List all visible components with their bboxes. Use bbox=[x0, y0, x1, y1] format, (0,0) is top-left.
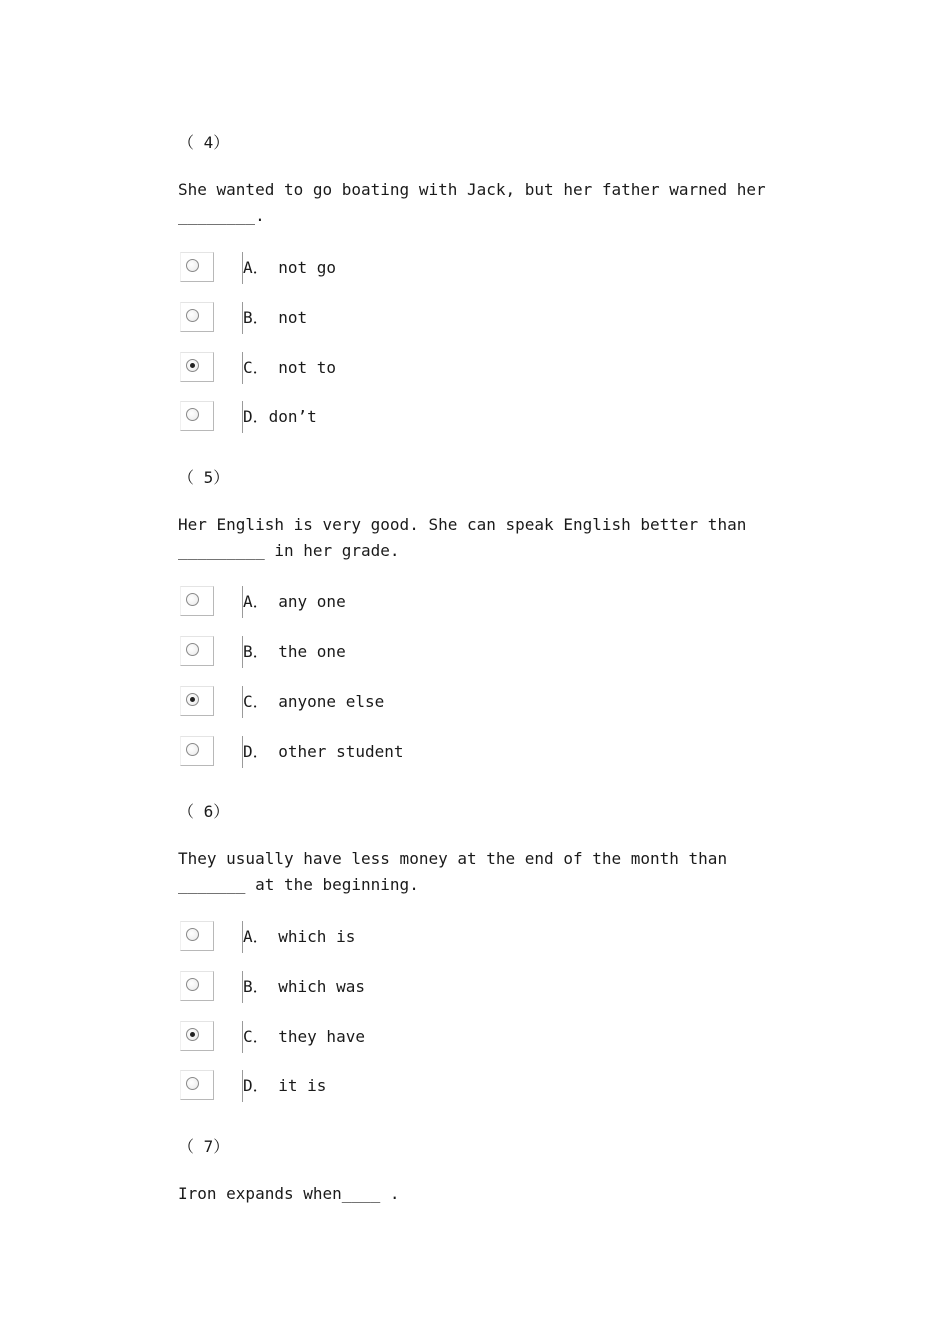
option-label: C． not to bbox=[243, 358, 337, 377]
option-c[interactable] bbox=[178, 1021, 578, 1053]
option-c[interactable] bbox=[178, 686, 578, 718]
option-label: A． any one bbox=[243, 592, 346, 611]
radio-frame bbox=[180, 1070, 214, 1100]
radio-frame bbox=[180, 401, 214, 431]
question-text: She wanted to go boating with Jack, but her father warned her ________. bbox=[178, 180, 766, 225]
radio-button[interactable] bbox=[186, 259, 199, 272]
option-a[interactable] bbox=[178, 586, 578, 618]
question-text: They usually have less money at the end of the month than _______ at the beginning. bbox=[178, 849, 728, 894]
radio-dot-icon bbox=[190, 697, 195, 702]
option-label: B． not bbox=[243, 308, 308, 327]
radio-button-selected[interactable] bbox=[186, 693, 199, 706]
question-text: Iron expands when____ . bbox=[178, 1184, 400, 1203]
radio-button[interactable] bbox=[186, 1077, 199, 1090]
radio-frame bbox=[180, 921, 214, 951]
option-a[interactable] bbox=[178, 921, 578, 953]
radio-button[interactable] bbox=[186, 408, 199, 421]
radio-button-selected[interactable] bbox=[186, 1028, 199, 1041]
option-label: D． it is bbox=[243, 1076, 327, 1095]
radio-frame bbox=[180, 586, 214, 616]
option-label: C． anyone else bbox=[243, 692, 385, 711]
option-b[interactable] bbox=[178, 636, 578, 668]
radio-frame bbox=[180, 636, 214, 666]
radio-button[interactable] bbox=[186, 978, 199, 991]
radio-frame bbox=[180, 736, 214, 766]
option-label: A． not go bbox=[243, 258, 337, 277]
option-c[interactable] bbox=[178, 352, 578, 384]
question-number: （ 7） bbox=[178, 1137, 230, 1156]
question-number: （ 4） bbox=[178, 133, 230, 152]
radio-frame bbox=[180, 686, 214, 716]
radio-frame bbox=[180, 352, 214, 382]
radio-button[interactable] bbox=[186, 743, 199, 756]
option-label: B． which was bbox=[243, 977, 365, 996]
option-label: D． other student bbox=[243, 742, 404, 761]
option-label: C． they have bbox=[243, 1027, 365, 1046]
option-label: A． which is bbox=[243, 927, 356, 946]
radio-button-selected[interactable] bbox=[186, 359, 199, 372]
radio-frame bbox=[180, 302, 214, 332]
radio-dot-icon bbox=[190, 1032, 195, 1037]
option-d[interactable] bbox=[178, 736, 578, 768]
question-number: （ 5） bbox=[178, 468, 230, 487]
radio-button[interactable] bbox=[186, 928, 199, 941]
option-a[interactable] bbox=[178, 252, 578, 284]
option-label: B． the one bbox=[243, 642, 346, 661]
radio-frame bbox=[180, 252, 214, 282]
option-d[interactable] bbox=[178, 1070, 578, 1102]
radio-dot-icon bbox=[190, 363, 195, 368]
option-d[interactable] bbox=[178, 401, 578, 433]
option-b[interactable] bbox=[178, 971, 578, 1003]
question-number: （ 6） bbox=[178, 802, 230, 821]
radio-button[interactable] bbox=[186, 593, 199, 606]
radio-button[interactable] bbox=[186, 643, 199, 656]
question-text: Her English is very good. She can speak English better than _________ in her grade. bbox=[178, 515, 747, 560]
radio-frame bbox=[180, 1021, 214, 1051]
option-b[interactable] bbox=[178, 302, 578, 334]
radio-frame bbox=[180, 971, 214, 1001]
option-label: D．don’t bbox=[243, 407, 317, 426]
radio-button[interactable] bbox=[186, 309, 199, 322]
